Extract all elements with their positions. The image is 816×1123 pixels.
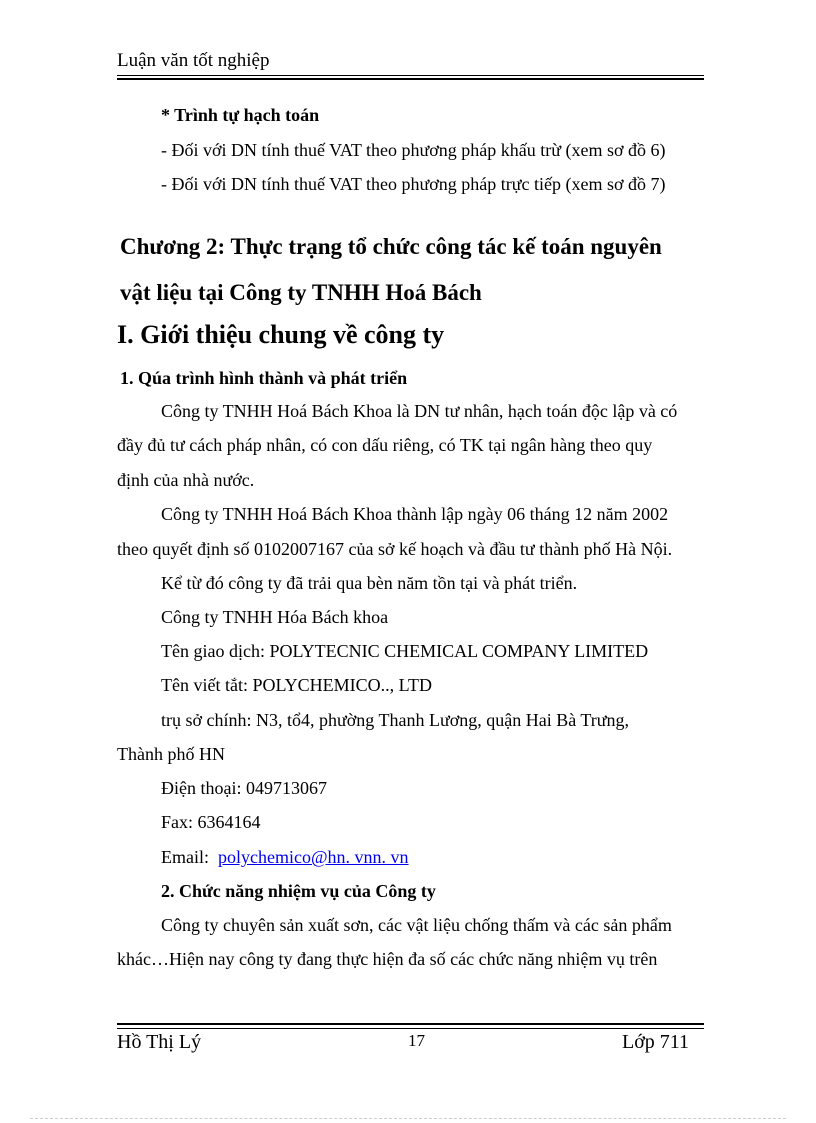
company-name-line: Công ty TNHH Hóa Bách khoa xyxy=(161,607,389,627)
email-link[interactable]: polychemico@hn. vnn. vn xyxy=(218,847,409,867)
procedure-item: - Đối với DN tính thuế VAT theo phương pháp khấu trừ (xem sơ đồ 6) xyxy=(161,140,666,160)
address-line: Thành phố HN xyxy=(117,744,225,764)
subsection-title: 1. Qúa trình hình thành và phát triển xyxy=(120,368,408,388)
subsection-title: 2. Chức năng nhiệm vụ của Công ty xyxy=(161,881,436,901)
body-line: đầy đủ tư cách pháp nhân, có con dấu riêng, có TK tại ngân hàng theo quy xyxy=(117,435,653,455)
address-line: trụ sở chính: N3, tổ4, phường Thanh Lương, quận Hai Bà Trưng, xyxy=(161,710,629,730)
body-line: Công ty TNHH Hoá Bách Khoa là DN tư nhân, hạch toán độc lập và có xyxy=(161,401,678,421)
footer-author: Hồ Thị Lý xyxy=(117,1031,202,1053)
chapter-title-line: Chương 2: Thực trạng tổ chức công tác kế toán nguyên xyxy=(120,234,662,259)
body-line: Công ty chuyên sản xuất sơn, các vật liệu chống thấm và các sản phẩm xyxy=(161,915,672,935)
email-label: Email: xyxy=(161,847,209,867)
body-line: Kể từ đó công ty đã trải qua bèn năm tồn tại và phát triển. xyxy=(161,573,578,593)
body-line: theo quyết định số 0102007167 của sở kế hoạch và đầu tư thành phố Hà Nội. xyxy=(117,539,673,559)
fax-line: Fax: 6364164 xyxy=(161,812,261,832)
abbreviation-line: Tên viết tắt: POLYCHEMICO.., LTD xyxy=(161,675,433,695)
header-rule-thin xyxy=(117,75,704,76)
procedure-item: - Đối với DN tính thuế VAT theo phương pháp trực tiếp (xem sơ đồ 7) xyxy=(161,174,666,194)
page-bottom-divider xyxy=(30,1118,786,1119)
trade-name-line: Tên giao dịch: POLYTECNIC CHEMICAL COMPANY LIMITED xyxy=(161,641,649,661)
email-line xyxy=(161,846,409,868)
procedure-heading: * Trình tự hạch toán xyxy=(161,105,320,125)
body-line: khác…Hiện nay công ty đang thực hiện đa số các chức năng nhiệm vụ trên xyxy=(117,949,658,969)
footer-page-number: 17 xyxy=(408,1031,425,1050)
footer-class: Lớp 711 xyxy=(622,1031,690,1053)
phone-line: Điện thoại: 049713067 xyxy=(161,778,327,798)
body-line: Công ty TNHH Hoá Bách Khoa thành lập ngày 06 tháng 12 năm 2002 xyxy=(161,504,669,524)
chapter-title-line: vật liệu tại Công ty TNHH Hoá Bách xyxy=(120,280,482,305)
body-line: định của nhà nước. xyxy=(117,470,255,490)
header-rule-thick xyxy=(117,78,704,80)
section-title: I. Giới thiệu chung về công ty xyxy=(117,320,445,349)
footer-rule-thin xyxy=(117,1028,704,1029)
header-title: Luận văn tốt nghiệp xyxy=(117,50,270,71)
footer-rule-thick xyxy=(117,1023,704,1025)
